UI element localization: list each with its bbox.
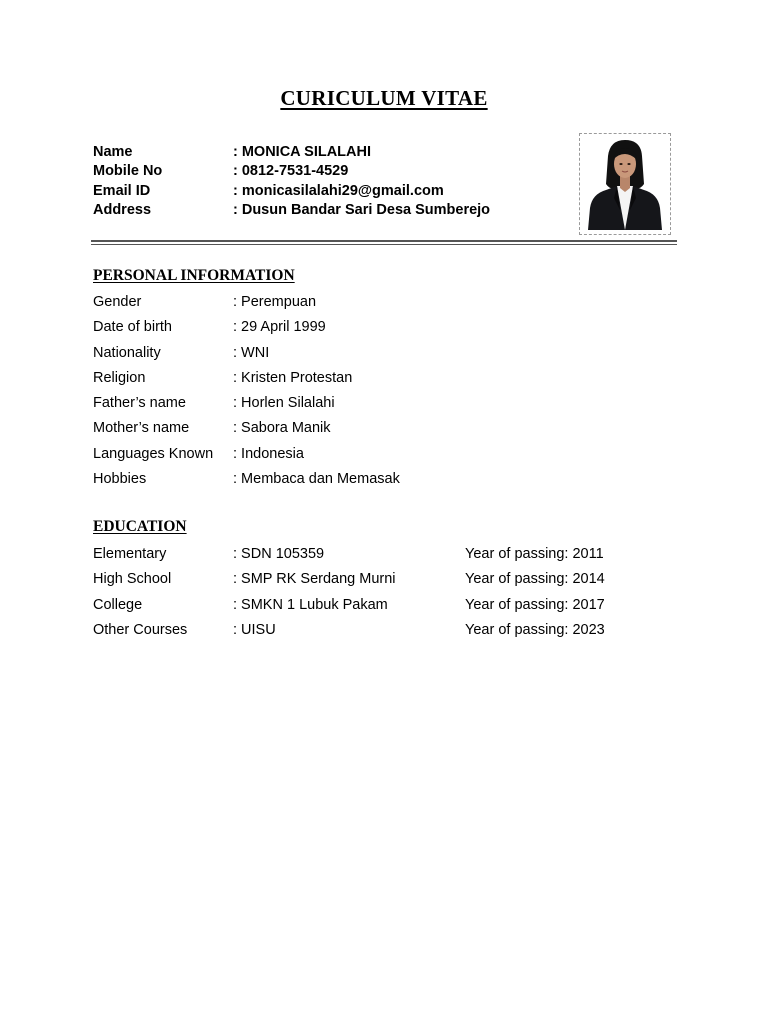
info-label: Gender [93,294,142,310]
education-row [93,567,605,592]
person-portrait-icon [584,138,666,230]
education-school: : SMP RK Serdang Murni [233,571,396,588]
info-value: : Perempuan [233,294,317,310]
contact-row-address [93,201,490,220]
info-value: : Horlen Silalahi [233,395,335,412]
contact-value: : 0812-7531-4529 [233,163,349,180]
education-label: Elementary [93,546,167,562]
info-row [93,391,400,416]
info-label: Religion [93,369,146,386]
info-value: : WNI [233,344,270,361]
contact-label: Address [93,201,152,218]
header-divider [91,240,677,245]
education-year: Year of passing: 2023 [465,621,605,638]
contact-label: Email ID [93,182,151,199]
contact-label: Name [93,144,133,160]
education-year: Year of passing: 2017 [465,596,605,613]
info-row [93,366,400,391]
info-value: : Sabora Manik [233,420,331,437]
info-label: Nationality [93,344,161,361]
personal-info-block [93,290,400,492]
info-value: : Kristen Protestan [233,369,353,386]
profile-photo [579,133,671,235]
education-school: : SDN 105359 [233,546,325,562]
education-row [93,618,605,643]
info-label: Father’s name [93,395,186,412]
education-year: Year of passing: 2011 [465,546,604,562]
info-label: Hobbies [93,471,147,488]
info-value: : 29 April 1999 [233,319,326,336]
contact-value: : Dusun Bandar Sari Desa Sumberejo [233,201,491,218]
profile-photo-area [584,138,666,230]
info-row [93,341,400,366]
info-row [93,442,400,467]
info-value: : Membaca dan Memasak [233,471,400,488]
education-label: High School [93,571,172,588]
contact-value: : MONICA SILALAHI [233,144,372,160]
info-label: Date of birth [93,319,172,336]
education-school: : UISU [233,621,276,638]
info-row [93,290,400,315]
personal-info-heading: PERSONAL INFORMATION [93,267,295,284]
contact-row-email [93,182,490,201]
info-value: : Indonesia [233,445,304,462]
education-row [93,593,605,618]
education-year: Year of passing: 2014 [465,571,605,588]
cv-title: CURICULUM VITAE [280,86,488,110]
contact-row-mobile [93,162,490,181]
contact-label: Mobile No [93,163,163,180]
info-row [93,467,400,492]
education-row [93,542,605,567]
info-label: Mother’s name [93,420,190,437]
education-label: Other Courses [93,621,188,638]
info-row [93,416,400,441]
education-block [93,542,605,643]
info-row [93,315,400,340]
contact-value: : monicasilalahi29@gmail.com [233,182,444,199]
contact-block [93,143,490,220]
education-school: : SMKN 1 Lubuk Pakam [233,596,388,613]
info-label: Languages Known [93,445,214,462]
education-label: College [93,596,143,613]
education-heading: EDUCATION [93,518,187,535]
contact-row-name [93,143,490,162]
